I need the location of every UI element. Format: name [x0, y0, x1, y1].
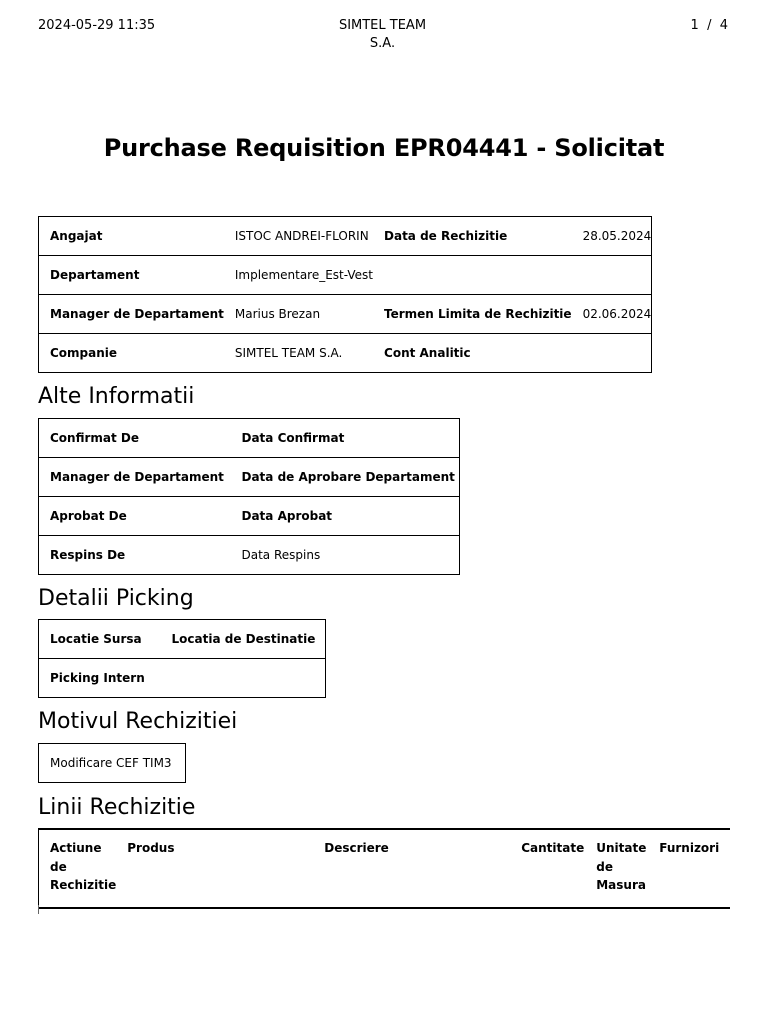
column-header-action: Actiune de Rechizitie [50, 841, 117, 892]
table-row [39, 458, 460, 497]
table-row [39, 419, 460, 458]
dept-manager-label: Manager de Departament [39, 458, 231, 497]
section-heading-lines: Linii Rechizitie [38, 795, 196, 820]
column-header-quantity: Cantitate [521, 841, 585, 855]
table-header-row [39, 829, 731, 908]
reason-value: Modificare CEF TIM3 [39, 744, 186, 783]
print-datetime: 2024-05-29 11:35 [38, 18, 156, 33]
internal-picking-label: Picking Intern [39, 659, 161, 698]
confirmed-by-label: Confirmat De [39, 419, 231, 458]
reason-table [38, 743, 186, 783]
column-header-unit: Unitate de Masura [596, 841, 647, 892]
confirmed-date-label: Data Confirmat [231, 419, 460, 458]
table-row [39, 295, 652, 334]
deadline-value: 02.06.2024 [572, 295, 652, 334]
column-header-suppliers: Furnizori [659, 841, 720, 855]
section-heading-picking: Detalii Picking [38, 586, 194, 611]
requisition-lines-table [38, 828, 730, 909]
req-date-value: 28.05.2024 [572, 217, 652, 256]
destination-location-label: Locatia de Destinatie [161, 620, 326, 659]
company-value: SIMTEL TEAM S.A. [224, 334, 373, 373]
header-company-line1: SIMTEL TEAM [338, 18, 427, 33]
header-company [327, 17, 438, 53]
company-label: Companie [39, 334, 224, 373]
department-label: Departament [39, 256, 224, 295]
deadline-label: Termen Limita de Rechizitie [373, 295, 572, 334]
table-row [39, 536, 460, 575]
table-row [39, 659, 326, 698]
table-row [39, 217, 652, 256]
table-row [39, 497, 460, 536]
section-heading-other-info: Alte Informatii [38, 384, 195, 409]
other-info-table [38, 418, 460, 575]
source-location-label: Locatie Sursa [39, 620, 161, 659]
approved-date-label: Data Aprobat [231, 497, 460, 536]
table-row [39, 334, 652, 373]
section-heading-reason: Motivul Rechizitiei [38, 709, 238, 734]
column-header-product: Produs [127, 841, 175, 855]
employee-value: ISTOC ANDREI-FLORIN [224, 217, 373, 256]
department-value: Implementare_Est-Vest [224, 256, 373, 295]
analytic-account-label: Cont Analitic [373, 334, 572, 373]
table-row [39, 256, 652, 295]
approved-by-label: Aprobat De [39, 497, 231, 536]
picking-table [38, 619, 326, 698]
manager-label: Manager de Departament [39, 295, 224, 334]
rejected-date-label: Data Respins [231, 536, 460, 575]
rejected-by-label: Respins De [39, 536, 231, 575]
requisition-info-table [38, 216, 652, 373]
page-indicator: 1 / 4 [690, 18, 728, 33]
table-continuation-mark [38, 905, 39, 914]
req-date-label: Data de Rechizitie [373, 217, 572, 256]
dept-approval-date-label: Data de Aprobare Departament [231, 458, 460, 497]
page-title: Purchase Requisition EPR04441 - Solicitat [103, 134, 665, 162]
column-header-description: Descriere [324, 841, 389, 855]
table-row [39, 620, 326, 659]
manager-value: Marius Brezan [224, 295, 373, 334]
employee-label: Angajat [39, 217, 224, 256]
header-company-line2: S.A. [369, 36, 396, 51]
table-row [39, 744, 186, 783]
